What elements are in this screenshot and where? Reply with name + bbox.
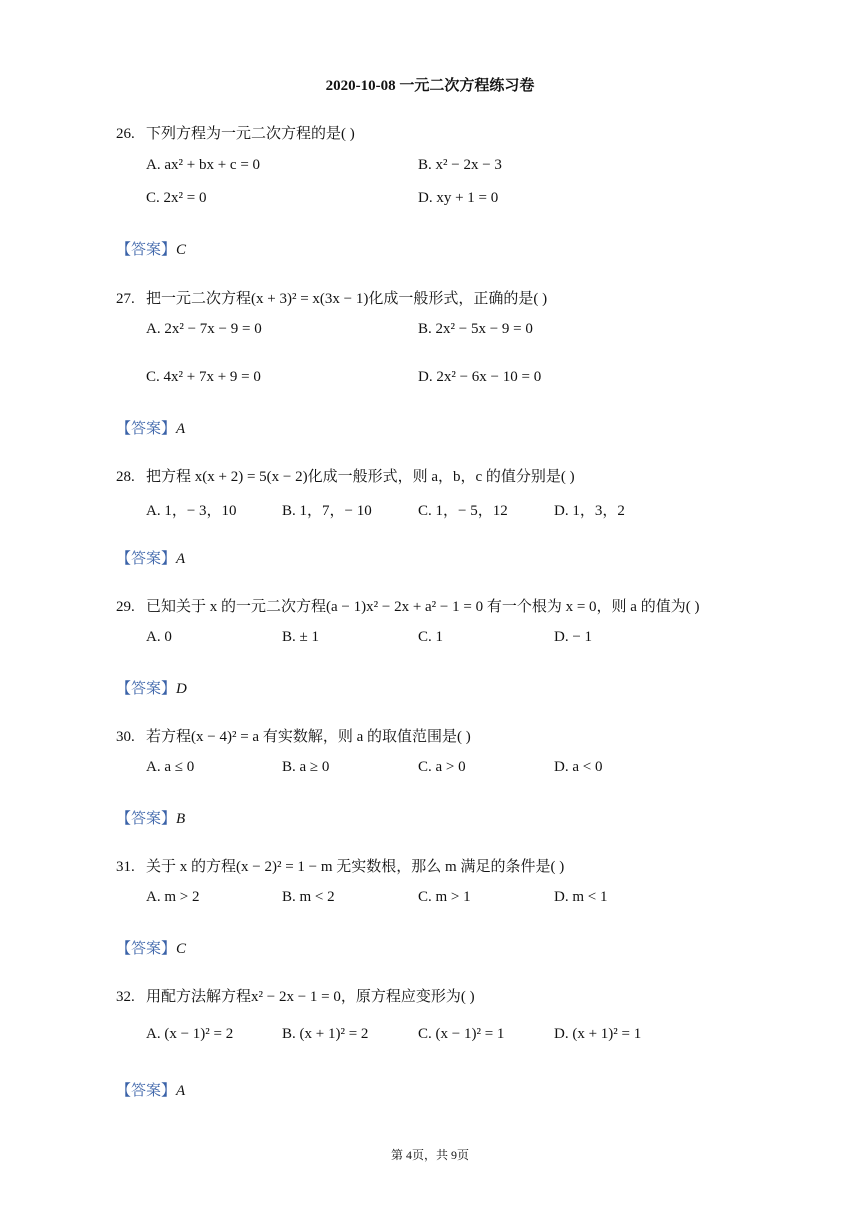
question-number: 26. (116, 126, 135, 142)
option-c: C. (x − 1)² = 1 (418, 1026, 505, 1042)
option-a: A. 1，− 3，10 (146, 503, 237, 519)
option-b: B. 1，7，− 10 (282, 503, 372, 519)
answer-value: C (176, 242, 187, 258)
option-d: D. 1，3，2 (554, 503, 625, 519)
option-a: A. ax² + bx + c = 0 (146, 157, 261, 173)
answer-value: A (176, 551, 186, 567)
question-number: 27. (116, 291, 135, 307)
question-number: 29. (116, 599, 135, 615)
page-title: 2020-10-08 一元二次方程练习卷 (325, 78, 535, 94)
option-c: C. m > 1 (418, 889, 471, 905)
question-stem: 下列方程为一元二次方程的是( ) (146, 126, 355, 142)
answer-value: C (176, 941, 187, 957)
answer-value: A (176, 1083, 186, 1099)
option-b: B. ± 1 (282, 629, 319, 645)
answer-value: D (176, 681, 187, 697)
option-b: B. a ≥ 0 (282, 759, 330, 775)
answer-tag: 【答案】 (116, 421, 177, 437)
question-32 (116, 985, 475, 1006)
option-c: C. 4x² + 7x + 9 = 0 (146, 369, 261, 385)
question-stem: 关于 x 的方程(x − 2)² = 1 − m 无实数根，那么 m 满足的条件是( ) (146, 859, 565, 875)
answer-tag: 【答案】 (116, 681, 177, 697)
option-d: D. a < 0 (554, 759, 603, 775)
answer-30 (116, 807, 185, 828)
question-31 (116, 855, 564, 876)
question-28 (116, 465, 575, 486)
question-number: 28. (116, 469, 135, 485)
question-number: 31. (116, 859, 135, 875)
answer-tag: 【答案】 (116, 551, 177, 567)
option-d: D. xy + 1 = 0 (418, 190, 499, 206)
option-a: A. a ≤ 0 (146, 759, 195, 775)
answer-value: A (176, 421, 186, 437)
answer-tag: 【答案】 (116, 242, 177, 258)
question-26 (116, 122, 355, 143)
option-a: A. m > 2 (146, 889, 200, 905)
answer-tag: 【答案】 (116, 1083, 177, 1099)
option-d: D. (x + 1)² = 1 (554, 1026, 642, 1042)
question-30 (116, 725, 471, 746)
question-stem: 用配方法解方程x² − 2x − 1 = 0，原方程应变形为( ) (146, 989, 475, 1005)
question-number: 30. (116, 729, 135, 745)
option-b: B. (x + 1)² = 2 (282, 1026, 369, 1042)
answer-27 (116, 417, 185, 438)
option-a: A. (x − 1)² = 2 (146, 1026, 234, 1042)
option-d: D. − 1 (554, 629, 593, 645)
question-stem: 把方程 x(x + 2) = 5(x − 2)化成一般形式，则 a，b，c 的值分别是( ) (146, 469, 575, 485)
question-stem: 若方程(x − 4)² = a 有实数解，则 a 的取值范围是( ) (146, 729, 471, 745)
question-number: 32. (116, 989, 135, 1005)
option-d: D. m < 1 (554, 889, 608, 905)
answer-29 (116, 677, 187, 698)
option-a: A. 2x² − 7x − 9 = 0 (146, 321, 262, 337)
option-b: B. m < 2 (282, 889, 335, 905)
question-27 (116, 287, 547, 308)
page-footer: 第 4页，共 9页 (390, 1148, 469, 1162)
option-a: A. 0 (146, 629, 172, 645)
question-stem: 把一元二次方程(x + 3)² = x(3x − 1)化成一般形式，正确的是( ) (146, 291, 548, 307)
answer-value: B (176, 811, 186, 827)
answer-tag: 【答案】 (116, 941, 177, 957)
answer-28 (116, 547, 185, 568)
option-d: D. 2x² − 6x − 10 = 0 (418, 369, 542, 385)
answer-tag: 【答案】 (116, 811, 177, 827)
option-c: C. 1，− 5，12 (418, 503, 508, 519)
option-b: B. x² − 2x − 3 (418, 157, 502, 173)
answer-31 (116, 937, 186, 958)
option-b: B. 2x² − 5x − 9 = 0 (418, 321, 533, 337)
answer-32 (116, 1079, 185, 1100)
question-stem: 已知关于 x 的一元二次方程(a − 1)x² − 2x + a² − 1 = 0 有一个根为 x = 0，则 a 的值为( ) (146, 599, 700, 615)
answer-26 (116, 238, 186, 259)
option-c: C. a > 0 (418, 759, 466, 775)
option-c: C. 1 (418, 629, 444, 645)
option-c: C. 2x² = 0 (146, 190, 207, 206)
question-29 (116, 595, 699, 616)
